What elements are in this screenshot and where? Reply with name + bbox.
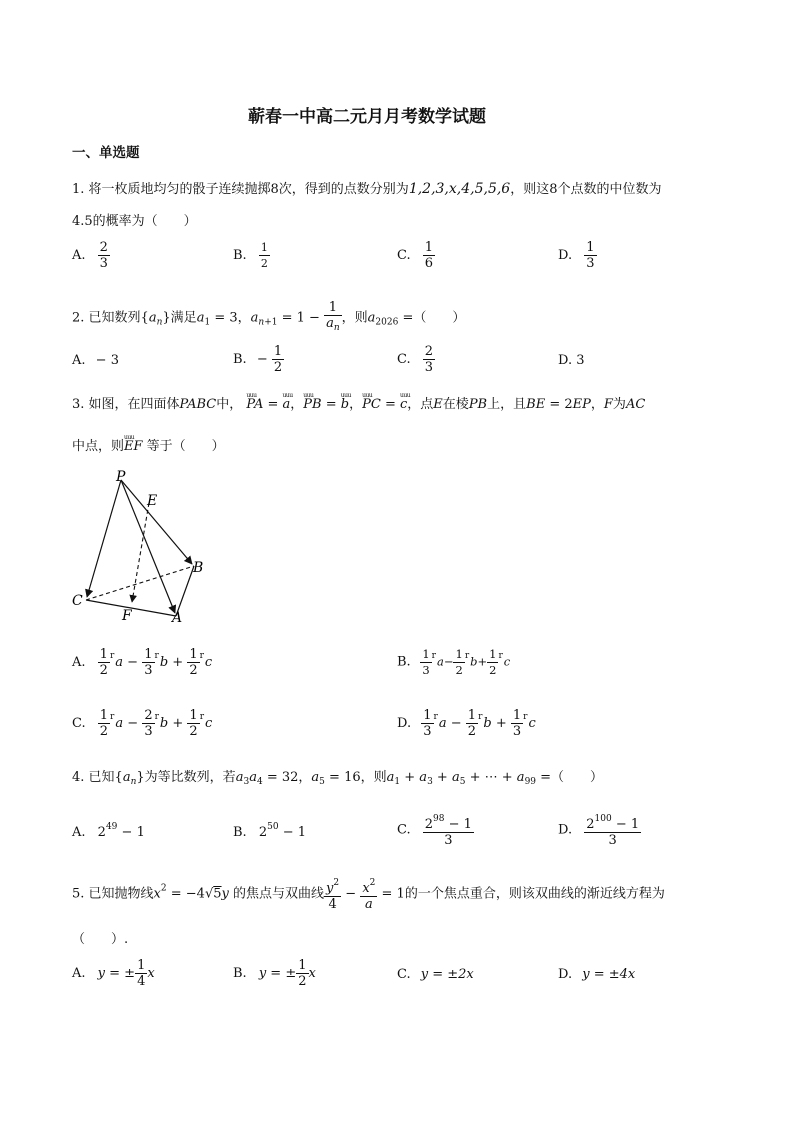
question-5-line-1: 5. 已知抛物线$x^2 = -4√5y$ 的焦点与双曲线 $\frac{y^2}{4}$ − $\frac{x^2}{a}$ = 1的一个焦点重合，则该双曲线的渐近线方程为 xyxy=(72,878,665,912)
q3-option-d[interactable]: D. $\frac{1}{3}$ $^r$a − $\frac{1}{2}$ $^r$b + $\frac{1}{3}$ $^r$c xyxy=(397,708,536,739)
section-heading: 一、单选题 xyxy=(72,145,140,161)
tetrahedron-figure xyxy=(66,468,216,628)
question-5-line-2: （ ）. xyxy=(72,932,129,947)
label-e: E xyxy=(147,493,158,509)
edge-ab xyxy=(176,566,194,616)
q2-option-c[interactable]: C. $\frac{2}{3}$ xyxy=(397,344,434,375)
question-3-line-1: 3. 如图，在四面体PABC中， uuu PA = uuu a，uuu PB = uuu b，uuu PC = uuu c，点E在棱PB上，且BE = 2EP，F为AC xyxy=(72,396,645,414)
question-1-line-2: 4.5的概率为（ ） xyxy=(72,214,197,229)
question-4: 4. 已知$\{a_n\}$为等比数列，若$a_3a_4 = 32$，$a_5 = 16$，则$a_1 + a_3 + a_5$ + ⋯ + $a_{99}$ =（ ） xyxy=(72,770,604,787)
edge-pc xyxy=(87,480,121,597)
q4-option-b[interactable]: B. $2^{50} - 1$ xyxy=(233,822,306,840)
q2-option-b[interactable]: B. − $\frac{1}{2}$ xyxy=(233,344,283,375)
q5-option-a[interactable]: A. y = ± $\frac{1}{4}$ x xyxy=(72,958,155,989)
q1-sequence: 1,2,3,x,4,5,5,6 xyxy=(408,181,511,197)
q3-option-c[interactable]: C. $\frac{1}{2}$ $^r$a − $\frac{2}{3}$ $^r$b + $\frac{1}{2}$ $^r$c xyxy=(72,708,213,739)
q5-option-b[interactable]: B. y = ± $\frac{1}{2}$ x xyxy=(233,958,316,989)
q5-option-c[interactable]: C. y = ±2x xyxy=(397,967,474,982)
question-1-line-1: 1. 将一枚质地均匀的骰子连续抛掷8次，得到的点数分别为1,2,3,x,4,5,5,6，则这8个点数的中位数为 xyxy=(72,181,662,197)
q1-option-b[interactable]: B. $\frac{1}{2}$ xyxy=(233,241,268,270)
q1-option-a[interactable]: A. $\frac{2}{3}$ xyxy=(72,240,108,271)
question-2: 2. 已知数列$\{a_n\}$满足$a_1 = 3$，$a_{n+1} = 1$ − $\frac{1}{a_n}$ ，则$a_{2026}$ =（ ） xyxy=(72,300,466,333)
label-p: P xyxy=(116,469,126,485)
label-c: C xyxy=(72,593,83,609)
q4-option-d[interactable]: D. $\frac{2^{100} - 1}{3}$ xyxy=(558,814,640,848)
page-title: 蕲春一中高二元月月考数学试题 xyxy=(248,107,486,127)
q1-option-d[interactable]: D. $\frac{1}{3}$ xyxy=(558,240,595,271)
q2-option-d[interactable]: D. 3 xyxy=(558,353,585,368)
q4-option-a[interactable]: A. $2^{49} - 1$ xyxy=(72,822,145,840)
label-a: A xyxy=(172,610,183,626)
edge-cb xyxy=(86,566,194,600)
q2-option-a[interactable]: A. − 3 xyxy=(72,353,119,368)
q4-option-c[interactable]: C. $\frac{2^{98} - 1}{3}$ xyxy=(397,814,472,848)
q3-option-a[interactable]: A. $\frac{1}{2}$ $^r$a − $\frac{1}{3}$ $^r$b + $\frac{1}{2}$ $^r$c xyxy=(72,647,213,678)
q1-option-c[interactable]: C. $\frac{1}{6}$ xyxy=(397,240,434,271)
question-3-line-2: 中点，则uuu EF 等于（ ） xyxy=(72,438,225,456)
label-f: F xyxy=(122,608,132,624)
q5-option-d[interactable]: D. y = ±4x xyxy=(558,967,636,982)
q3-option-b[interactable]: B. $\frac{1}{3}$ $^r$a− $\frac{1}{2}$ $^r$b+ $\frac{1}{2}$ $^r$c xyxy=(397,647,511,677)
vector-ef xyxy=(132,503,149,602)
label-b: B xyxy=(193,560,204,576)
